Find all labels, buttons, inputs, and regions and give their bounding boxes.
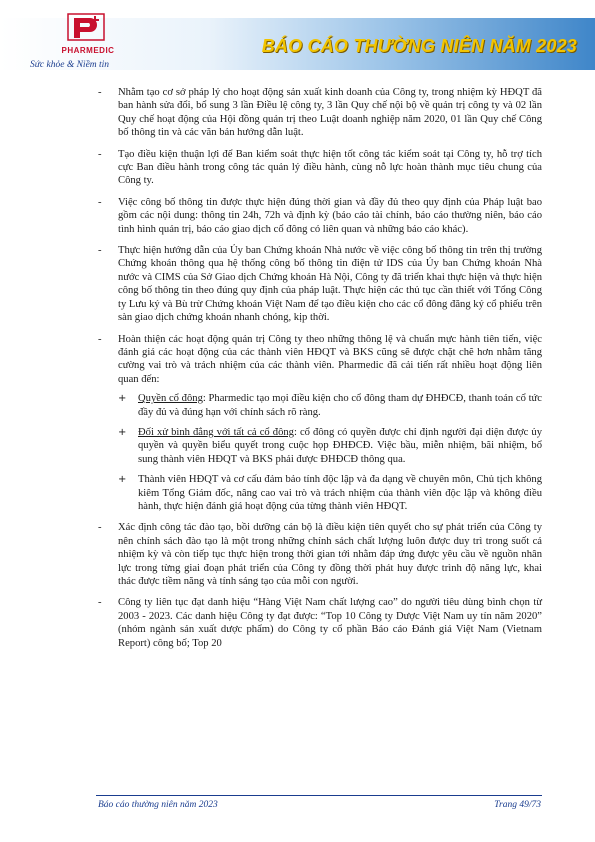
footer-report-name: Báo cáo thường niên năm 2023 — [98, 800, 218, 810]
sub-list — [118, 392, 542, 513]
footer-page-number: Trang 49/73 — [494, 800, 541, 810]
dash-bullet: - — [98, 148, 102, 160]
list-item-text: Công ty liên tục đạt danh hiệu “Hàng Việt Nam chất lượng cao” do người tiêu dùng bình chọn từ 2003 - 2023. Các danh hiệu Công ty đạt được: “Top 10 Công ty Dược Việt Nam uy tín năm 2020” (nhóm ngành sản xuất dược phẩm) do Công ty cổ phần Báo cáo Đánh giá Việt Nam (Vietnam Report) công bố; Top 20 — [118, 597, 542, 649]
sub-list-item — [118, 426, 542, 466]
list-item-text: Việc công bố thông tin được thực hiện đúng thời gian và đầy đủ theo quy định của Pháp luật bao gồm các nội dung: thông tin 24h, 72h và định kỳ (báo cáo tài chính, báo cáo thường niên, báo cáo tình hình quản trị, báo cáo giao dịch cổ đông có liên quan và những báo cáo khác). — [118, 196, 542, 235]
main-content — [98, 86, 542, 658]
plus-bullet-icon: + — [118, 426, 127, 438]
dash-bullet: - — [98, 196, 102, 208]
sub-item-lead: Quyền cổ đông — [138, 393, 203, 405]
page-header — [0, 0, 595, 82]
list-item — [98, 333, 542, 514]
brand-slogan: Sức khỏe & Niềm tin — [30, 60, 110, 70]
company-logo — [16, 6, 166, 76]
sub-item-text: : Pharmedic tạo mọi điều kiện cho cổ đông tham dự ĐHĐCĐ, thanh toán cổ tức đầy đủ và đúng hạn với chính sách rõ ràng. — [138, 393, 542, 418]
dash-bullet: - — [98, 87, 102, 98]
dash-bullet: - — [98, 245, 102, 257]
plus-bullet-icon: + — [118, 474, 127, 486]
dash-bullet: - — [98, 333, 102, 345]
list-item-text: Xác định công tác đào tạo, bồi dưỡng cán bộ là điều kiện tiên quyết cho sự phát triển của Công ty nên chính sách đào tạo là một trong những chính sách chất lượng luôn được duy trì trong suốt cả nhiệm kỳ và còn tiếp tục thực hiện trong thời gian tới nhằm đáp ứng được yêu cầu về nguồn nhân lực trong từng giai đoạn phát triển của Công ty đồng thời phát huy được trình độ năng lực, khai thác được tiềm năng và tính sáng tạo của mỗi con người. — [118, 522, 542, 587]
list-item-text: Thực hiện hướng dẫn của Ủy ban Chứng khoán Nhà nước về việc công bố thông tin trên thị trường Chứng khoán thông qua hệ thống công bố thông tin điện tử IDS của Ủy ban Chứng khoán Nhà nước và CIMS của Sở Giao dịch Chứng khoán Hà Nội, Công ty đã triển khai thực hiện và thực hiện công bố thông tin theo đúng quy định của pháp luật. Thực hiện các thủ tục cần thiết với Tổng Công ty Lưu ký và Bù trừ Chứng khoán Việt Nam để tạo điều kiện cho các cổ đông đăng ký cổ phiếu trên sàn giao dịch chứng khoán nhanh chóng, kịp thời. — [118, 245, 542, 324]
pharmedic-logo-icon — [66, 12, 106, 42]
list-item-text: Hoàn thiện các hoạt động quản trị Công ty theo những thông lệ và chuẩn mực hành tiên tiến, việc đánh giá các hoạt động của các thành viên HĐQT và BKS cũng sẽ được chặt chẽ hơn nhằm tăng cường vai trò và trách nhiệm của các thành viên. Pharmedic đã cải tiến rất nhiều hoạt động liên quan đến: — [118, 333, 542, 385]
list-item-text: Nhằm tạo cơ sở pháp lý cho hoạt động sản xuất kinh doanh của Công ty, trong nhiệm kỳ HĐQT đã ban hành sửa đổi, bổ sung 3 lần Điều lệ công ty, 3 lần Quy chế nội bộ về quản trị công ty và 02 lần Quy chế hoạt động của Hội đồng quản trị theo Luật doanh nghiệp năm 2020, 01 lần Quy chế Công bố thông tin và các văn bản hướng dẫn luật. — [118, 87, 542, 139]
list-item-text: Tạo điều kiện thuận lợi để Ban kiểm soát thực hiện tốt công tác kiểm soát tại Công ty, hỗ trợ tích cực Ban điều hành trong công tác quản lý điều hành, cùng nỗ lực hoàn thành mục tiêu chung của Công ty. — [118, 148, 542, 187]
list-item — [98, 521, 542, 588]
list-item — [98, 148, 542, 188]
dash-bullet: - — [98, 522, 102, 534]
footer-divider — [96, 795, 542, 796]
sub-item-lead: Đối xử bình đẳng với tất cả cổ đông — [138, 426, 294, 438]
brand-name: PHARMEDIC — [61, 46, 115, 55]
list-item — [98, 86, 542, 140]
list-item — [98, 244, 542, 324]
sub-list-item — [118, 392, 542, 419]
dash-bullet: - — [98, 597, 102, 609]
list-item — [98, 196, 542, 236]
report-title: BÁO CÁO THƯỜNG NIÊN NĂM 2023 — [261, 36, 577, 56]
sub-item-text: : cổ đông có quyền được chỉ định người đại diện được ủy quyền và quyền biểu quyết trong cuộc họp ĐHĐCĐ. Việc bầu, miễn nhiệm, bãi nhiệm, bổ sung thành viên HĐQT và BKS phải được ĐHĐCĐ thông qua. — [138, 426, 542, 465]
sub-item-text: Thành viên HĐQT và cơ cấu đảm bảo tính độc lập và đa dạng về chuyên môn, Chủ tịch không kiêm Tổng Giám đốc, nâng cao vai trò và trách nhiệm của thành viên độc lập và không điều hành, thực hiện đánh giá hoạt động của từng thành viên HĐQT. — [138, 474, 542, 512]
plus-bullet-icon: + — [118, 393, 127, 405]
sub-list-item — [118, 473, 542, 513]
bullet-list — [98, 86, 542, 650]
list-item — [98, 596, 542, 650]
